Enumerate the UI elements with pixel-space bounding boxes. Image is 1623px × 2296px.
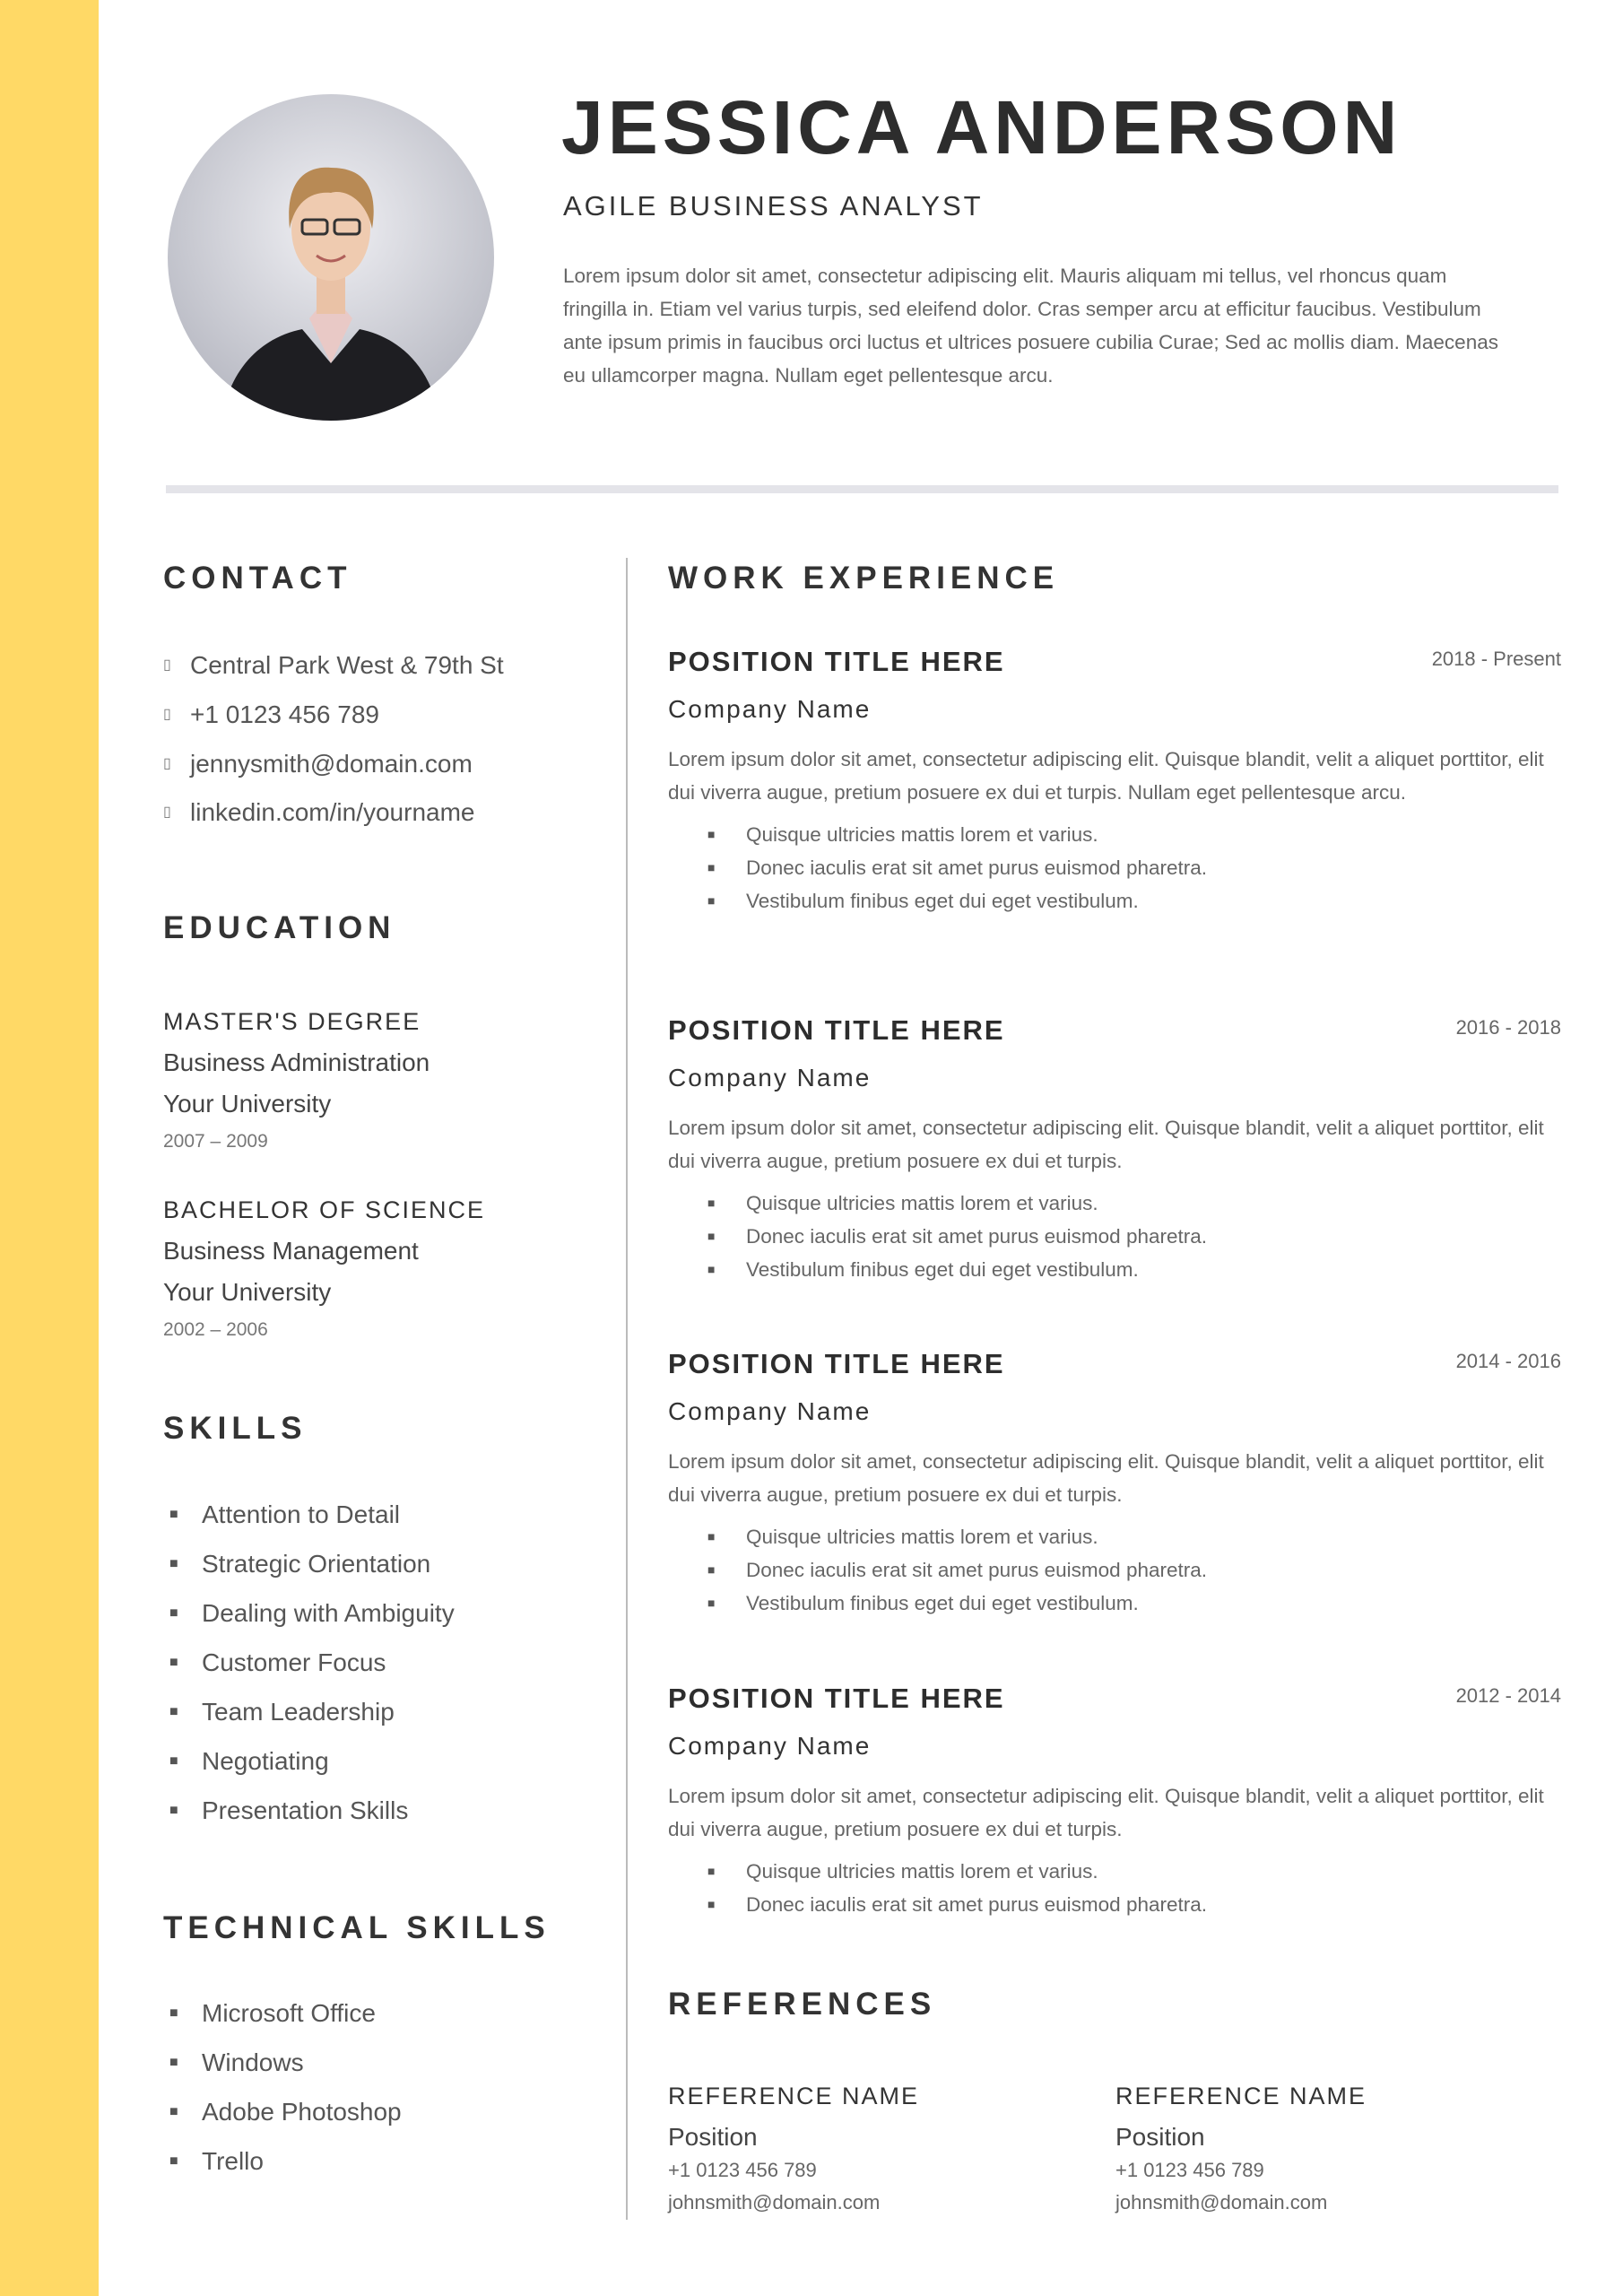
job-bullets	[668, 818, 1561, 918]
email-link[interactable]: jennysmith@domain.com	[190, 750, 473, 778]
degree: MASTER'S DEGREE	[163, 1008, 421, 1035]
field: Business Management	[163, 1237, 419, 1265]
bullet-icon: ■	[169, 2055, 178, 2070]
technical-skills-heading: TECHNICAL SKILLS	[163, 1910, 551, 1945]
education-item	[163, 1004, 430, 1159]
job-bullet	[668, 1253, 1561, 1286]
job-bullet	[668, 884, 1561, 918]
company-name: Company Name	[668, 1397, 872, 1425]
skill-item	[163, 1996, 402, 2045]
bullet-icon: ■	[707, 860, 716, 874]
technical-skills-list	[163, 1996, 402, 2193]
years: 2002 – 2006	[163, 1319, 268, 1340]
skill-item	[163, 2094, 402, 2144]
job-bullet	[668, 1587, 1561, 1620]
job-description: Lorem ipsum dolor sit amet, consectetur adipiscing elit. Quisque blandit, velit a aliquet porttitor, elit dui viverra augue, pretium posuere ex dui et turpis.	[668, 1117, 1544, 1172]
job-entry	[668, 1346, 1561, 1620]
bullet-icon: ■	[707, 1229, 716, 1243]
bullet-icon: ■	[707, 1864, 716, 1878]
bullet-icon: ■	[169, 1605, 178, 1621]
reference-position: Position	[1115, 2123, 1205, 2151]
skill-label: Presentation Skills	[202, 1796, 409, 1824]
education-heading: EDUCATION	[163, 910, 396, 945]
job-bullet	[668, 851, 1561, 884]
bullet-icon: ■	[169, 1556, 178, 1571]
job-dates: 2016 - 2018	[1455, 1016, 1561, 1039]
email-icon: ▯	[163, 756, 171, 771]
job-bullet	[668, 1220, 1561, 1253]
school: Your University	[163, 1278, 332, 1306]
skill-label: Trello	[202, 2147, 264, 2175]
column-divider	[626, 558, 628, 2220]
bullet-text: Donec iaculis erat sit amet purus euismod pharetra.	[746, 857, 1207, 879]
bullet-icon: ■	[707, 1529, 716, 1544]
contact-phone	[163, 697, 379, 733]
position-title: POSITION TITLE HERE	[668, 646, 1005, 677]
bullet-text: Donec iaculis erat sit amet purus euismod pharetra.	[746, 1559, 1207, 1581]
profile-photo	[168, 94, 494, 421]
school: Your University	[163, 1090, 332, 1118]
reference-phone: +1 0123 456 789	[668, 2159, 817, 2181]
skill-item	[163, 1645, 455, 1694]
header-divider	[166, 485, 1558, 493]
job-bullet	[668, 1888, 1561, 1921]
contact-heading: CONTACT	[163, 561, 352, 596]
bullet-icon: ■	[169, 2005, 178, 2021]
reference-phone: +1 0123 456 789	[1115, 2159, 1264, 2181]
company-name: Company Name	[668, 1064, 872, 1091]
skill-label: Attention to Detail	[202, 1500, 401, 1528]
linkedin-icon: ▯	[163, 804, 171, 820]
company-name: Company Name	[668, 1732, 872, 1760]
bullet-text: Quisque ultricies mattis lorem et varius.	[746, 1860, 1098, 1883]
reference-name: REFERENCE NAME	[1115, 2083, 1367, 2109]
job-dates: 2018 - Present	[1431, 648, 1561, 670]
accent-sidebar-bar	[0, 0, 99, 2296]
job-bullet	[668, 818, 1561, 851]
bullet-icon: ■	[707, 827, 716, 841]
reference-position: Position	[668, 2123, 758, 2151]
job-entry	[668, 1013, 1561, 1286]
bullet-text: Donec iaculis erat sit amet purus euismod pharetra.	[746, 1893, 1207, 1916]
job-entry	[668, 1681, 1561, 1921]
skill-item	[163, 2045, 402, 2094]
job-description: Lorem ipsum dolor sit amet, consectetur adipiscing elit. Quisque blandit, velit a aliquet porttitor, elit dui viverra augue, pretium posuere ex dui et turpis. Nullam eget pellentesque arcu.	[668, 748, 1544, 804]
skills-heading: SKILLS	[163, 1411, 308, 1446]
phone-text: +1 0123 456 789	[190, 700, 379, 728]
reference-email[interactable]: johnsmith@domain.com	[1115, 2191, 1328, 2213]
job-bullet	[668, 1187, 1561, 1220]
position-title: POSITION TITLE HERE	[668, 1348, 1005, 1379]
bullet-text: Quisque ultricies mattis lorem et varius.	[746, 1192, 1098, 1214]
job-dates: 2014 - 2016	[1455, 1350, 1561, 1372]
references-heading: REFERENCES	[668, 1987, 937, 2022]
phone-icon: ▯	[163, 707, 171, 722]
job-bullet	[668, 1553, 1561, 1587]
bullet-icon: ■	[707, 893, 716, 908]
bullet-text: Vestibulum finibus eget dui eget vestibulum.	[746, 1592, 1139, 1614]
skill-label: Windows	[202, 2048, 304, 2076]
work-experience-heading: WORK EXPERIENCE	[668, 561, 1060, 596]
skill-item	[163, 1497, 455, 1546]
bullet-text: Quisque ultricies mattis lorem et varius.	[746, 823, 1098, 846]
job-bullet	[668, 1520, 1561, 1553]
candidate-name: JESSICA ANDERSON	[561, 85, 1402, 170]
skill-label: Customer Focus	[202, 1648, 386, 1676]
position-title: POSITION TITLE HERE	[668, 1683, 1005, 1714]
bullet-icon: ■	[707, 1897, 716, 1911]
degree: BACHELOR OF SCIENCE	[163, 1196, 486, 1223]
skill-item	[163, 1744, 455, 1793]
bullet-icon: ■	[169, 2104, 178, 2119]
bullet-icon: ■	[707, 1262, 716, 1276]
job-entry	[668, 644, 1561, 918]
bullet-text: Quisque ultricies mattis lorem et varius.	[746, 1526, 1098, 1548]
job-title: AGILE BUSINESS ANALYST	[563, 190, 984, 222]
reference-email[interactable]: johnsmith@domain.com	[668, 2191, 881, 2213]
skill-item	[163, 1596, 455, 1645]
reference-item	[668, 2079, 919, 2219]
skill-label: Strategic Orientation	[202, 1550, 431, 1578]
bullet-icon: ■	[169, 1753, 178, 1769]
job-dates: 2012 - 2014	[1455, 1684, 1561, 1707]
skill-label: Dealing with Ambiguity	[202, 1599, 455, 1627]
skill-item	[163, 1793, 455, 1842]
company-name: Company Name	[668, 695, 872, 723]
bullet-icon: ■	[169, 1655, 178, 1670]
profile-summary: Lorem ipsum dolor sit amet, consectetur adipiscing elit. Mauris aliquam mi tellus, vel rhoncus quam fringilla in. Etiam vel varius turpis, sed eleifend dolor. Cras semper arcu at efficitur faucibus. Vestibulum ante ipsum primis in faucibus orci luctus et ultrices posuere cubilia Curae; Sed ac mollis diam. Maecenas eu ullamcorper magna. Nullam eget pellentesque arcu.	[563, 265, 1498, 387]
reference-name: REFERENCE NAME	[668, 2083, 920, 2109]
contact-linkedin[interactable]	[163, 795, 475, 831]
skill-item	[163, 2144, 402, 2193]
position-title: POSITION TITLE HERE	[668, 1014, 1005, 1046]
address-text: Central Park West & 79th St	[190, 651, 504, 679]
job-bullets	[668, 1520, 1561, 1620]
linkedin-link[interactable]: linkedin.com/in/yourname	[190, 798, 475, 826]
job-description: Lorem ipsum dolor sit amet, consectetur adipiscing elit. Quisque blandit, velit a aliquet porttitor, elit dui viverra augue, pretium posuere ex dui et turpis.	[668, 1785, 1544, 1840]
bullet-icon: ■	[707, 1596, 716, 1610]
skill-label: Team Leadership	[202, 1698, 395, 1726]
bullet-icon: ■	[169, 1704, 178, 1719]
reference-item	[1115, 2079, 1367, 2219]
years: 2007 – 2009	[163, 1131, 268, 1152]
skill-label: Adobe Photoshop	[202, 2098, 402, 2126]
skill-label: Microsoft Office	[202, 1999, 376, 2027]
skill-item	[163, 1546, 455, 1596]
field: Business Administration	[163, 1048, 430, 1076]
contact-address	[163, 648, 504, 683]
bullet-text: Vestibulum finibus eget dui eget vestibulum.	[746, 1258, 1139, 1281]
job-bullets	[668, 1855, 1561, 1921]
job-description: Lorem ipsum dolor sit amet, consectetur adipiscing elit. Quisque blandit, velit a aliquet porttitor, elit dui viverra augue, pretium posuere ex dui et turpis.	[668, 1450, 1544, 1506]
bullet-text: Vestibulum finibus eget dui eget vestibulum.	[746, 890, 1139, 912]
job-bullet	[668, 1855, 1561, 1888]
contact-email[interactable]	[163, 746, 473, 782]
bullet-text: Donec iaculis erat sit amet purus euismod pharetra.	[746, 1225, 1207, 1248]
bullet-icon: ■	[707, 1562, 716, 1577]
skill-label: Negotiating	[202, 1747, 329, 1775]
skills-list	[163, 1497, 455, 1842]
bullet-icon: ■	[169, 1803, 178, 1818]
job-bullets	[668, 1187, 1561, 1286]
bullet-icon: ■	[707, 1196, 716, 1210]
skill-item	[163, 1694, 455, 1744]
bullet-icon: ■	[169, 1507, 178, 1522]
location-icon: ▯	[163, 657, 171, 673]
bullet-icon: ■	[169, 2153, 178, 2169]
education-item	[163, 1193, 485, 1347]
